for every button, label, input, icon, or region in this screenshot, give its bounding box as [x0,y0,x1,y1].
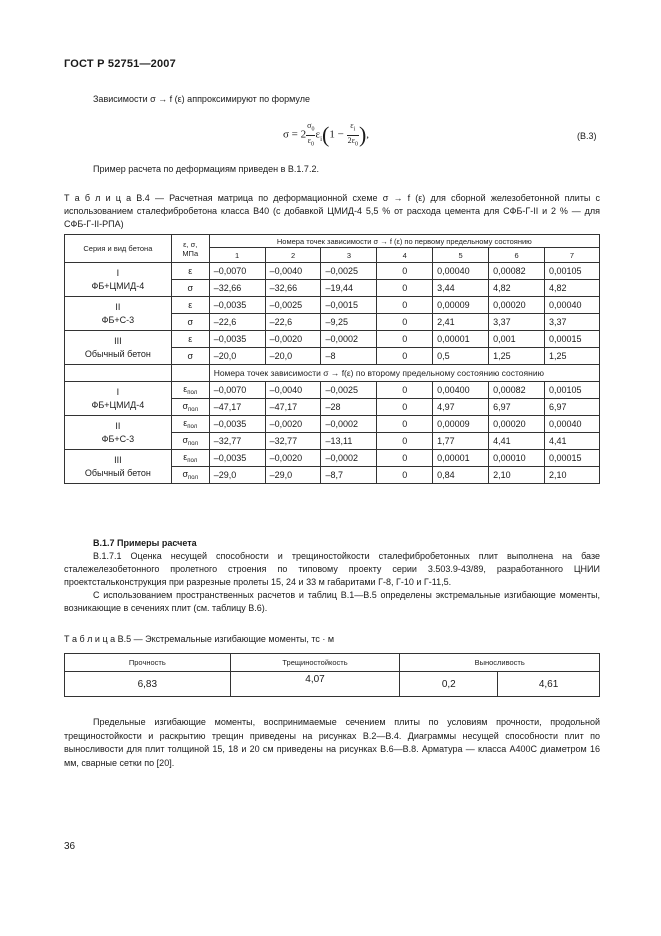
value-cell: 0 [377,348,433,365]
value-cell: 3,44 [433,280,489,297]
value-cell: –29,0 [209,467,265,484]
eps-label-cell [171,450,209,467]
sig-symbol: σ [182,469,189,479]
state1-body [65,263,600,365]
value-cell: –13,11 [321,433,377,450]
sig-symbol: σ [187,317,193,327]
table-b4-caption: Т а б л и ц а В.4 — Расчетная матрица по деформационной схеме σ → f (ε) для сборной железобетонной плиты с использованием сталефибробетона класса В40 (с добавкой ЦМИД-4 5,5 % от расхода цемента для СФБ-Г-II и 2 % — для СФБ-Г-II-РПА) [64,193,600,229]
value-cell: 3,37 [544,314,599,331]
value-cell: –0,0015 [321,297,377,314]
section-heading: В.1.7 Примеры расчета [93,538,197,548]
col-series-header: Серия и вид бетона [65,235,172,263]
value-cell: 0 [377,382,433,399]
eps-symbol: ε [183,452,188,462]
b5-value-crack: 4,07 [230,672,400,697]
value-cell: 0,00040 [433,263,489,280]
value-cell: –32,66 [209,280,265,297]
table-b5 [64,653,600,697]
value-cell: –22,6 [209,314,265,331]
sig-subscript: пол [188,407,198,413]
page-number: 36 [64,841,76,852]
eps-label-cell [171,297,209,314]
group1-header: Номера точек зависимости σ → f (ε) по первому предельному состоянию [209,235,599,248]
sig-symbol: σ [182,435,189,445]
table-row [65,382,600,399]
eps-label-cell [171,382,209,399]
eps-label-cell [171,263,209,280]
series-name: ФБ+ЦМИД-4 [91,400,145,410]
eps-label-cell [171,416,209,433]
table-row [65,263,600,280]
blank-cell [171,365,209,382]
eps-symbol: ε [188,300,193,310]
sig-symbol: σ [182,401,189,411]
value-cell: –0,0035 [209,450,265,467]
value-cell: 6,97 [489,399,545,416]
value-cell: –9,25 [321,314,377,331]
closing-paragraph: Предельные изгибающие моменты, воспринимаемые сечением плиты по условиям прочности, продольной трещиностойкости и раскрытию трещин приведены на рисунках В.2—В.4. Диаграммы несущей способности плит по выносливости для плит толщиной 15, 18 и 20 см приведены на рисунках В.6—В.8. Арматура — класса А400С диаметром 16 мм, сварные сетки по [20]. [64,717,600,768]
value-cell: –32,77 [209,433,265,450]
formula-b3: σ = 2 $\frac{\sigma_0}{\varepsilon_0}$ $\varepsilon_i(1$ − $\frac{\varepsilon_i}{2\varepsilon_0}$ ), [283,121,370,148]
b5-header-endurance: Выносливость [400,654,600,672]
table-b4 [64,234,600,484]
value-cell: 4,41 [544,433,599,450]
value-cell: 0,00015 [544,450,599,467]
value-cell: –47,17 [265,399,321,416]
example-text: Пример расчета по деформациям приведен в В.1.7.2. [93,164,319,174]
value-cell: 4,97 [433,399,489,416]
value-cell: –0,0070 [209,382,265,399]
sig-label-cell [171,348,209,365]
value-cell: 2,10 [544,467,599,484]
series-cell [65,263,172,297]
value-cell: 0 [377,416,433,433]
b5-value-strength: 6,83 [65,672,231,697]
series-name: Обычный бетон [84,468,151,478]
value-cell: 0,00105 [544,263,599,280]
value-cell: 0,00040 [544,416,599,433]
value-cell: –29,0 [265,467,321,484]
value-cell: 0 [377,399,433,416]
b5-header-strength: Прочность [65,654,231,672]
eps-symbol: ε [183,418,188,428]
value-cell: –0,0002 [321,331,377,348]
sig-symbol: σ [187,283,193,293]
value-cell: 0 [377,450,433,467]
sig-label-cell [171,399,209,416]
sig-subscript: пол [188,441,198,447]
value-cell: 1,25 [489,348,545,365]
point-number-cell: 5 [433,248,489,263]
point-number-cell: 1 [209,248,265,263]
value-cell: 0,00010 [489,450,545,467]
value-cell: –0,0040 [265,382,321,399]
value-cell: –0,0002 [321,450,377,467]
series-cell [65,331,172,365]
value-cell: 0 [377,297,433,314]
value-cell: 0,84 [433,467,489,484]
value-cell: 4,82 [489,280,545,297]
sig-label-cell [171,467,209,484]
value-cell: –0,0035 [209,416,265,433]
series-number: I [116,387,120,397]
value-cell: 6,97 [544,399,599,416]
value-cell: 2,41 [433,314,489,331]
b5-value-endurance-1: 0,2 [400,672,498,697]
value-cell: –22,6 [265,314,321,331]
series-name: ФБ+ЦМИД-4 [91,281,145,291]
value-cell: 0 [377,433,433,450]
col-param-header: ε, σ, МПа [171,235,209,263]
point-number-cell: 6 [489,248,545,263]
value-cell: 0,00015 [544,331,599,348]
point-number-cell: 4 [377,248,433,263]
table-b5-caption: Т а б л и ц а В.5 — Экстремальные изгибающие моменты, тс · м [64,634,335,644]
state2-body [65,382,600,484]
table-row [65,450,600,467]
value-cell: 3,37 [489,314,545,331]
value-cell: –28 [321,399,377,416]
value-cell: –0,0025 [265,297,321,314]
value-cell: 1,77 [433,433,489,450]
value-cell: 0 [377,331,433,348]
value-cell: 0,00082 [489,382,545,399]
value-cell: 2,10 [489,467,545,484]
value-cell: –0,0025 [321,263,377,280]
value-cell: –0,0070 [209,263,265,280]
value-cell: –0,0020 [265,416,321,433]
table-row [65,331,600,348]
value-cell: –0,0020 [265,450,321,467]
series-cell [65,416,172,450]
value-cell: –47,17 [209,399,265,416]
eps-symbol: ε [188,334,193,344]
series-name: Обычный бетон [84,349,151,359]
section-para2: С использованием пространственных расчетов и таблиц В.1—В.5 определены экстремальные изгибающие моменты, возникающие в сечениях плит (см. таблицу В.6). [64,590,600,613]
eps-label-cell [171,331,209,348]
value-cell: 0,00020 [489,297,545,314]
b5-value-endurance-2: 4,61 [498,672,600,697]
sig-subscript: пол [188,475,198,481]
formula-label: (В.3) [577,131,597,141]
series-name: ФБ+С-3 [101,315,135,325]
value-cell: –0,0025 [321,382,377,399]
series-number: III [114,336,122,346]
value-cell: 1,25 [544,348,599,365]
eps-subscript: пол [187,458,198,464]
series-number: II [115,302,121,312]
sig-label-cell [171,433,209,450]
eps-subscript: пол [187,390,198,396]
table-row [65,297,600,314]
value-cell: –32,77 [265,433,321,450]
value-cell: –20,0 [209,348,265,365]
section-para1: В.1.7.1 Оценка несущей способности и трещиностойкости сталефибробетонных плит выполнена на базе сталежелезобетонного пролетного строения по типовому проекту серии 3.503.9-43/89, разработанного ЦНИИ проектстальконструкция при разрезные пролеты 15, 24 и 33 м габаритами Г-8, Г-10 и Г-11,5. [64,551,600,587]
value-cell: 0,00001 [433,331,489,348]
value-cell: 0,00105 [544,382,599,399]
sig-symbol: σ [187,351,193,361]
eps-symbol: ε [183,384,188,394]
value-cell: 0 [377,280,433,297]
sig-label-cell [171,280,209,297]
value-cell: 0,5 [433,348,489,365]
value-cell: –20,0 [265,348,321,365]
value-cell: 0,00082 [489,263,545,280]
series-number: I [116,268,120,278]
eps-symbol: ε [188,266,193,276]
value-cell: 0,00040 [544,297,599,314]
value-cell: 4,82 [544,280,599,297]
value-cell: 0,00009 [433,416,489,433]
table-row [65,416,600,433]
value-cell: 0,00001 [433,450,489,467]
value-cell: –0,0020 [265,331,321,348]
series-number: III [114,455,122,465]
series-cell [65,382,172,416]
value-cell: 0,00400 [433,382,489,399]
series-cell [65,450,172,484]
series-cell [65,297,172,331]
b5-header-crack: Трещиностойкость [230,654,400,672]
series-number: II [115,421,121,431]
group2-header: Номера точек зависимости σ → f(ε) по второму предельному состоянию состоянию [209,365,599,382]
value-cell: –0,0040 [265,263,321,280]
point-number-cell: 3 [321,248,377,263]
value-cell: 4,41 [489,433,545,450]
value-cell: –8,7 [321,467,377,484]
series-name: ФБ+С-3 [101,434,135,444]
dependency-text: Зависимости σ → f (ε) аппроксимируют по формуле [93,94,310,104]
value-cell: 0 [377,467,433,484]
value-cell: 0,00009 [433,297,489,314]
value-cell: 0 [377,314,433,331]
point-number-cell: 7 [544,248,599,263]
value-cell: 0,00020 [489,416,545,433]
value-cell: 0,001 [489,331,545,348]
value-cell: –0,0035 [209,331,265,348]
blank-cell [65,365,172,382]
value-cell: 0 [377,263,433,280]
eps-subscript: пол [187,424,198,430]
value-cell: –8 [321,348,377,365]
value-cell: –0,0035 [209,297,265,314]
sig-label-cell [171,314,209,331]
value-cell: –32,66 [265,280,321,297]
value-cell: –19,44 [321,280,377,297]
document-header: ГОСТ Р 52751—2007 [64,58,176,70]
value-cell: –0,0002 [321,416,377,433]
point-number-cell: 2 [265,248,321,263]
